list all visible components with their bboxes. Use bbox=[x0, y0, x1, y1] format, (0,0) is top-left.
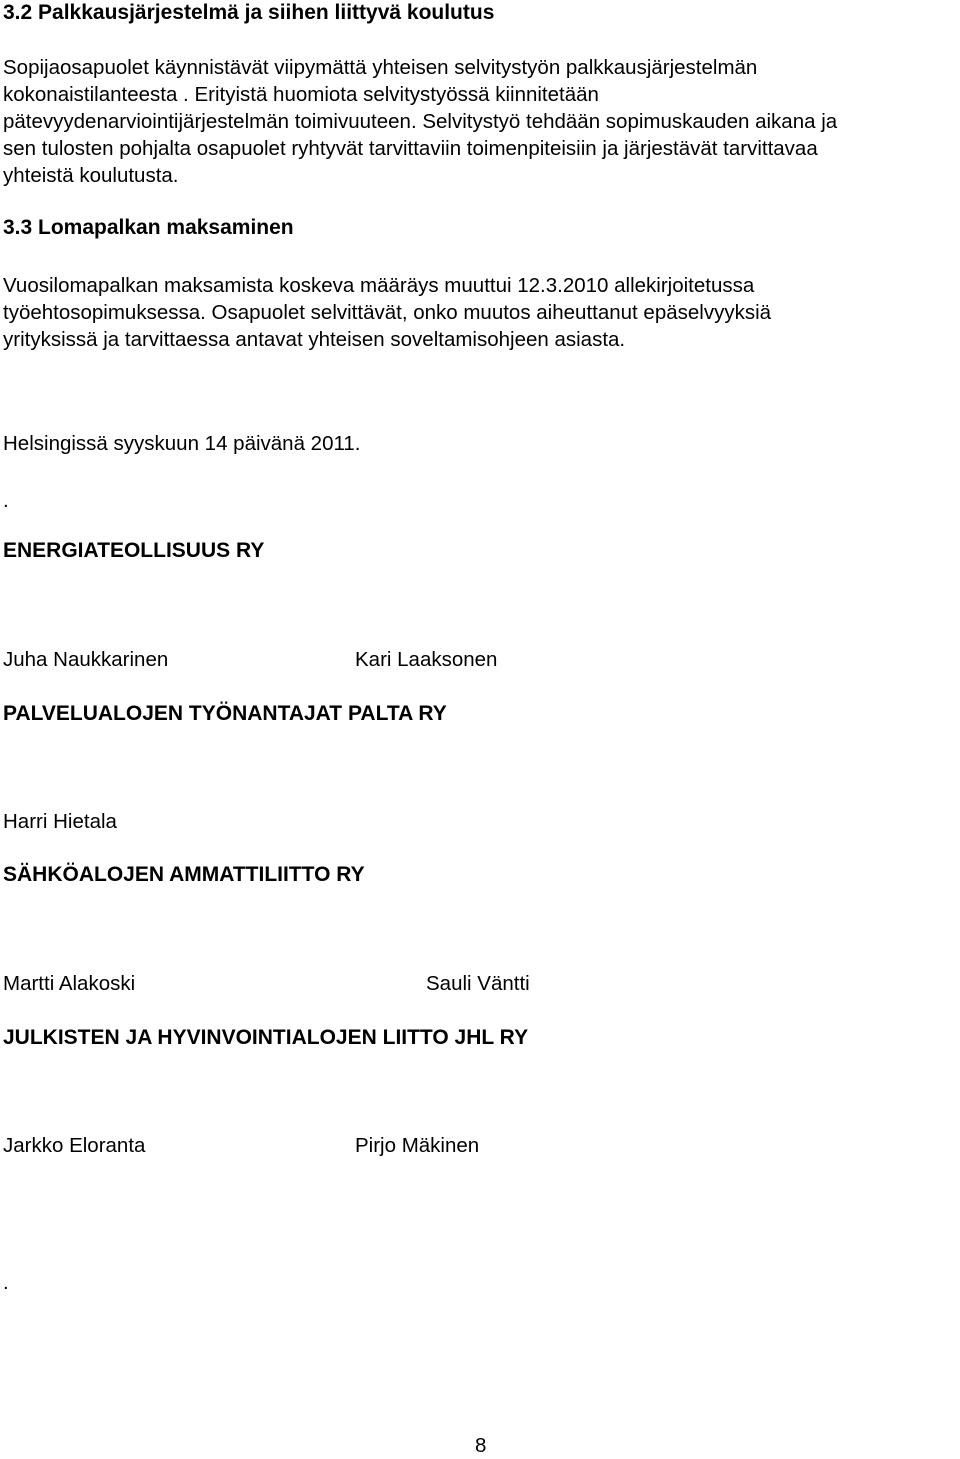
signer-name: Kari Laaksonen bbox=[355, 648, 498, 671]
section-3-3-paragraph bbox=[3, 272, 771, 353]
signer-name: Harri Hietala bbox=[3, 810, 117, 833]
organization-name: SÄHKÖALOJEN AMMATTILIITTO RY bbox=[3, 863, 365, 886]
page-number: 8 bbox=[475, 1434, 487, 1457]
signer-name: Jarkko Eloranta bbox=[3, 1134, 146, 1157]
organization-name: ENERGIATEOLLISUUS RY bbox=[3, 539, 265, 562]
paragraph-line: Vuosilomapalkan maksamista koskeva määräys muuttui 12.3.2010 allekirjoitetussa bbox=[3, 274, 755, 297]
organization-name: JULKISTEN JA HYVINVOINTIALOJEN LIITTO JHL RY bbox=[3, 1026, 529, 1049]
dot-mark: . bbox=[3, 1271, 9, 1294]
dot-mark: . bbox=[3, 489, 9, 512]
paragraph-line: yhteistä koulutusta. bbox=[3, 164, 179, 187]
organization-name: PALVELUALOJEN TYÖNANTAJAT PALTA RY bbox=[3, 702, 447, 725]
section-heading-3-3: 3.3 Lomapalkan maksaminen bbox=[3, 216, 294, 239]
paragraph-line: työehtosopimuksessa. Osapuolet selvittävät, onko muutos aiheuttanut epäselvyyksiä bbox=[3, 301, 772, 324]
signer-name: Juha Naukkarinen bbox=[3, 648, 169, 671]
paragraph-line: pätevyydenarviointijärjestelmän toimivuuteen. Selvitystyö tehdään sopimuskauden aikana ja bbox=[3, 110, 838, 133]
signer-name: Martti Alakoski bbox=[3, 972, 136, 995]
paragraph-line: kokonaistilanteesta . Erityistä huomiota selvitystyössä kiinnitetään bbox=[3, 83, 599, 106]
place-and-date: Helsingissä syyskuun 14 päivänä 2011. bbox=[3, 432, 361, 455]
signer-name: Pirjo Mäkinen bbox=[355, 1134, 480, 1157]
section-3-2-paragraph bbox=[3, 54, 837, 189]
section-heading-3-2: 3.2 Palkkausjärjestelmä ja siihen liittyvä koulutus bbox=[3, 1, 495, 24]
signer-name: Sauli Väntti bbox=[426, 972, 530, 995]
paragraph-line: yrityksissä ja tarvittaessa antavat yhteisen soveltamisohjeen asiasta. bbox=[3, 328, 626, 351]
paragraph-line: sen tulosten pohjalta osapuolet ryhtyvät tarvittaviin toimenpiteisiin ja järjestävät tarvittavaa bbox=[3, 137, 818, 160]
paragraph-line: Sopijaosapuolet käynnistävät viipymättä yhteisen selvitystyön palkkausjärjestelmän bbox=[3, 56, 758, 79]
